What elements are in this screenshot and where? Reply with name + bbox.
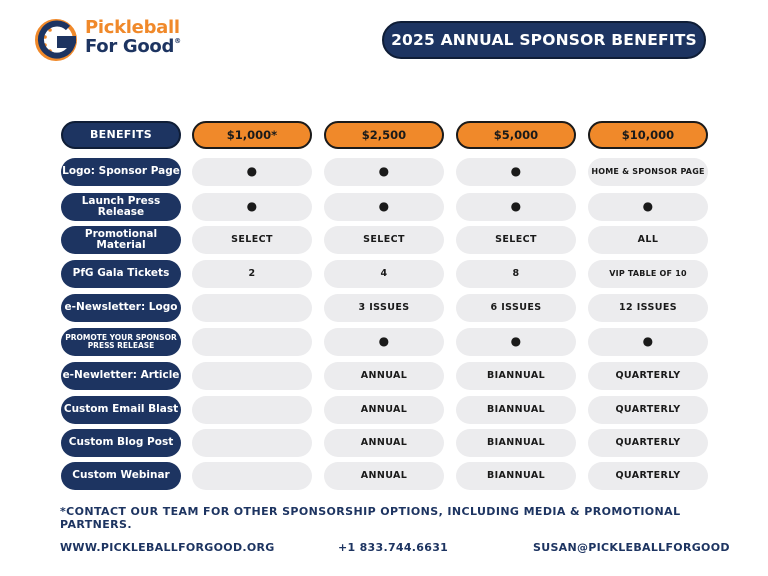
included-dot: ● xyxy=(456,193,576,221)
tier-price: $5,000 xyxy=(456,121,576,149)
pickleball-logo-icon xyxy=(34,18,82,62)
benefits-header: BENEFITS xyxy=(61,121,181,149)
trademark-symbol: ® xyxy=(174,37,181,45)
benefit-label: Custom Webinar xyxy=(61,462,181,490)
included-dot: ● xyxy=(456,328,576,356)
benefit-cell: ANNUAL xyxy=(324,362,444,390)
benefit-cell xyxy=(192,429,312,457)
included-dot: ● xyxy=(324,328,444,356)
benefit-label: e-Newsletter: Logo xyxy=(61,294,181,322)
benefit-cell: BIANNUAL xyxy=(456,462,576,490)
benefit-cell xyxy=(192,396,312,424)
benefit-cell: BIANNUAL xyxy=(456,362,576,390)
benefit-cell: VIP TABLE OF 10 xyxy=(588,260,708,288)
benefit-cell: BIANNUAL xyxy=(456,429,576,457)
benefit-cell xyxy=(192,328,312,356)
benefit-cell: 6 ISSUES xyxy=(456,294,576,322)
benefit-cell: QUARTERLY xyxy=(588,362,708,390)
benefit-cell: ANNUAL xyxy=(324,396,444,424)
page-title: 2025 ANNUAL SPONSOR BENEFITS xyxy=(382,21,706,59)
included-dot: ● xyxy=(192,193,312,221)
benefit-cell: 4 xyxy=(324,260,444,288)
benefit-label: PfG Gala Tickets xyxy=(61,260,181,288)
benefit-cell: 12 ISSUES xyxy=(588,294,708,322)
benefit-cell: SELECT xyxy=(456,226,576,254)
benefit-label: Custom Email Blast xyxy=(61,396,181,424)
benefit-label: Logo: Sponsor Page xyxy=(61,158,181,186)
logo-text-top: Pickleball xyxy=(85,17,180,38)
benefit-cell: SELECT xyxy=(192,226,312,254)
benefit-cell xyxy=(192,294,312,322)
included-dot: ● xyxy=(192,158,312,186)
benefit-label: e-Newletter: Article xyxy=(61,362,181,390)
tier-price: $10,000 xyxy=(588,121,708,149)
included-dot: ● xyxy=(588,193,708,221)
benefit-cell: 2 xyxy=(192,260,312,288)
email-link[interactable]: SUSAN@PICKLEBALLFORGOOD xyxy=(533,541,730,554)
contact-note: *CONTACT OUR TEAM FOR OTHER SPONSORSHIP OPTIONS, INCLUDING MEDIA & PROMOTIONAL PARTNERS. xyxy=(60,505,681,531)
benefit-cell: SELECT xyxy=(324,226,444,254)
benefit-label: PROMOTE YOUR SPONSOR PRESS RELEASE xyxy=(61,328,181,356)
benefit-cell: ANNUAL xyxy=(324,429,444,457)
benefit-cell: BIANNUAL xyxy=(456,396,576,424)
logo-text-bottom: For Good xyxy=(85,36,175,57)
included-dot: ● xyxy=(456,158,576,186)
benefit-cell: HOME & SPONSOR PAGE xyxy=(588,158,708,186)
included-dot: ● xyxy=(324,193,444,221)
benefit-cell: ANNUAL xyxy=(324,462,444,490)
included-dot: ● xyxy=(588,328,708,356)
tier-price: $1,000* xyxy=(192,121,312,149)
benefit-cell: QUARTERLY xyxy=(588,396,708,424)
phone-number[interactable]: +1 833.744.6631 xyxy=(338,541,449,554)
logo xyxy=(34,18,204,64)
benefit-cell: ALL xyxy=(588,226,708,254)
benefit-label: Promotional Material xyxy=(61,226,181,254)
included-dot: ● xyxy=(324,158,444,186)
benefit-cell: 8 xyxy=(456,260,576,288)
benefit-cell: 3 ISSUES xyxy=(324,294,444,322)
benefit-cell: QUARTERLY xyxy=(588,429,708,457)
website-link[interactable]: WWW.PICKLEBALLFORGOOD.ORG xyxy=(60,541,275,554)
benefit-label: Launch Press Release xyxy=(61,193,181,221)
benefit-cell: QUARTERLY xyxy=(588,462,708,490)
benefit-cell xyxy=(192,362,312,390)
tier-price: $2,500 xyxy=(324,121,444,149)
benefit-label: Custom Blog Post xyxy=(61,429,181,457)
benefit-cell xyxy=(192,462,312,490)
